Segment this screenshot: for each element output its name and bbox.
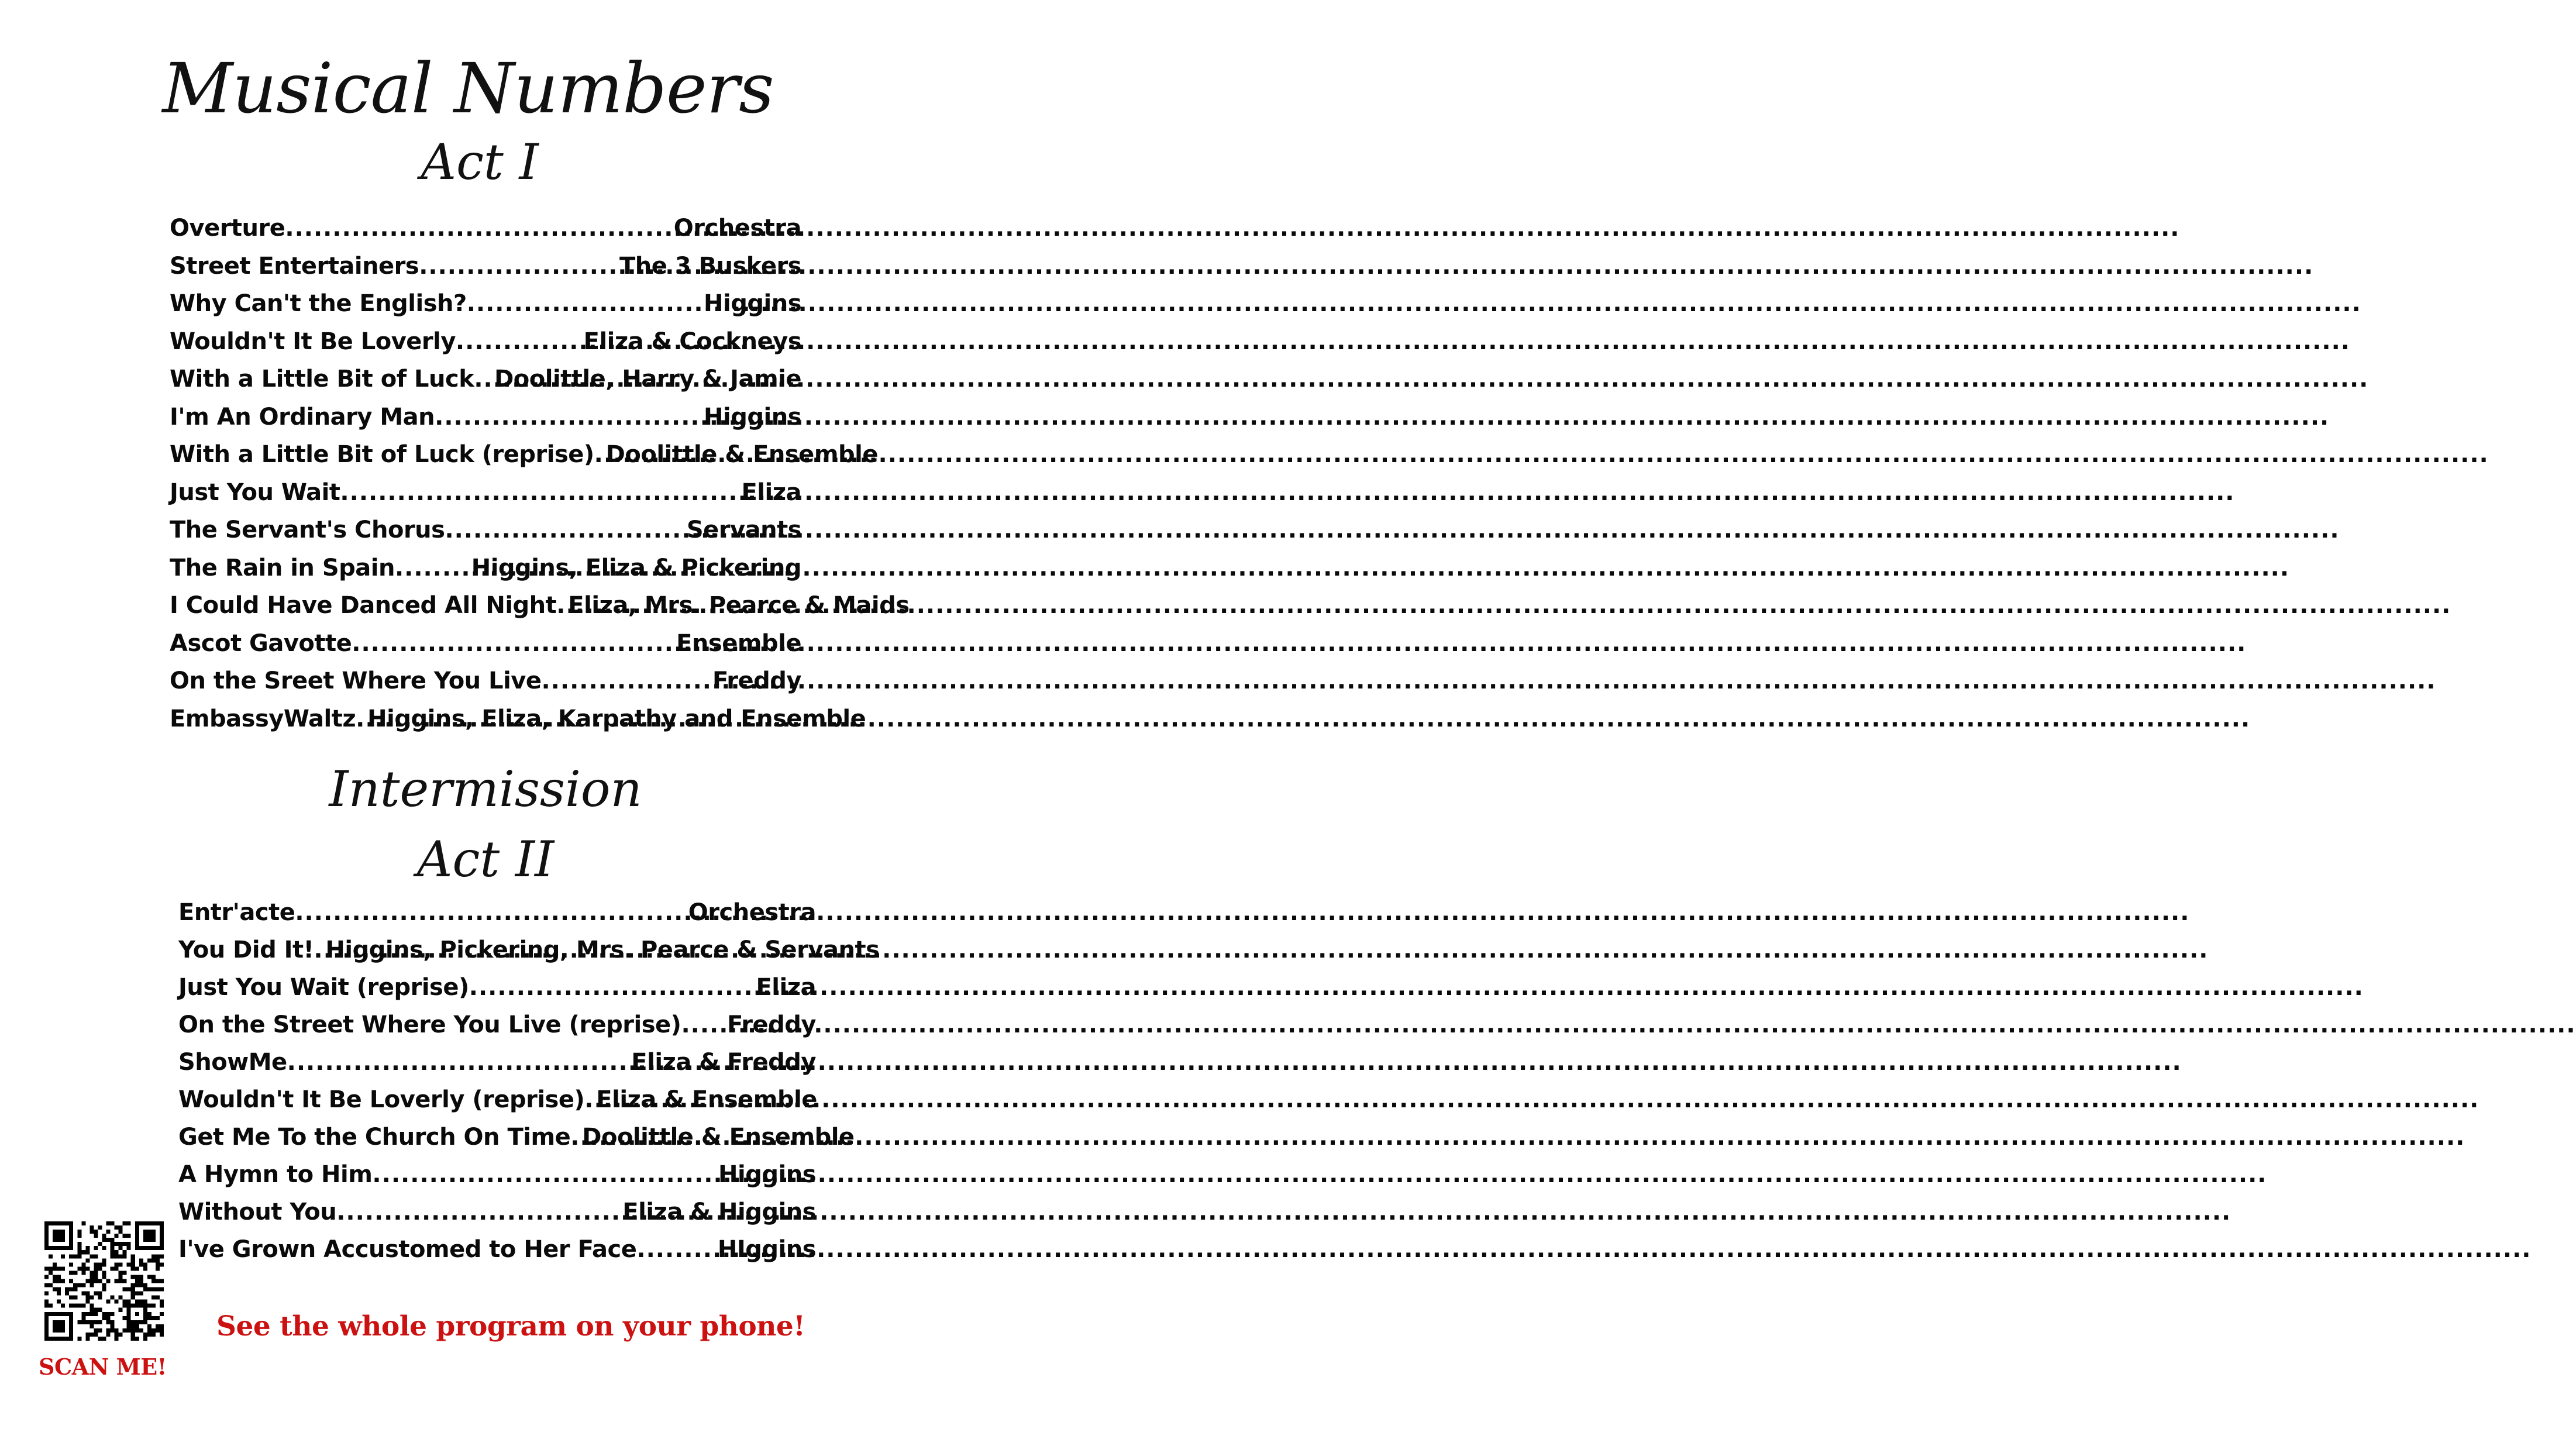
dot-leader: [445, 518, 686, 542]
song-performer: Higgins: [704, 290, 801, 317]
song-row: [170, 518, 801, 556]
song-title: On the Street Where You Live (reprise): [178, 1011, 681, 1038]
song-row: [178, 1124, 855, 1163]
song-performer: Freddy: [712, 667, 801, 694]
phone-program-cta: See the whole program on your phone!: [216, 1310, 805, 1342]
song-performer: Higgins: [704, 403, 801, 431]
song-title: A Hymn to Him: [178, 1161, 373, 1188]
song-performer: Higgins, Eliza & Pickering: [471, 554, 801, 581]
song-title: You Did It!: [178, 937, 314, 963]
song-title: Just You Wait: [170, 478, 340, 506]
qr-code-icon[interactable]: [44, 1221, 164, 1341]
song-title: Without You: [178, 1199, 337, 1225]
dot-leader: [541, 669, 712, 693]
act2-heading: Act II: [416, 831, 555, 888]
song-performer: Eliza & Cockneys: [583, 328, 801, 355]
song-row: [170, 405, 801, 443]
song-row: [170, 556, 801, 594]
dot-leader: [352, 632, 676, 655]
song-title: Ascot Gavotte: [170, 629, 352, 657]
dot-leader: [435, 405, 704, 429]
dot-leader: [584, 1088, 596, 1111]
song-title: With a Little Bit of Luck (reprise): [170, 441, 594, 468]
song-performer: Doolittle & Ensemble: [605, 441, 878, 468]
dot-leader: [570, 1125, 582, 1149]
song-title: I Could Have Danced All Night: [170, 592, 557, 619]
song-row: [170, 669, 801, 707]
dot-leader: [636, 1238, 717, 1261]
song-title: The Rain in Spain: [170, 554, 395, 581]
song-performer: Eliza & Freddy: [631, 1049, 816, 1076]
song-row: [178, 937, 880, 976]
song-row: [178, 976, 816, 1013]
song-performer: Higgins, Pickering, Mrs. Pearce & Servants: [325, 937, 880, 963]
song-row: [170, 629, 801, 670]
song-row: [170, 292, 801, 330]
song-row: [178, 1051, 816, 1088]
song-title: I've Grown Accustomed to Her Face: [178, 1236, 637, 1263]
song-title: With a Little Bit of Luck: [170, 366, 474, 393]
song-title: Wouldn't It Be Loverly: [170, 328, 456, 355]
dot-leader: [395, 556, 471, 580]
song-title: On the Sreet Where You Live: [170, 667, 542, 694]
song-row: [178, 1163, 816, 1200]
song-performer: Ensemble: [676, 629, 801, 657]
act1-heading: Act I: [421, 133, 539, 191]
song-row: [178, 901, 816, 938]
dot-leader: [594, 443, 606, 466]
act2-song-list: [178, 899, 880, 1275]
song-performer: Higgins: [718, 1161, 816, 1188]
dot-leader: [356, 707, 367, 731]
intermission-heading: Intermission: [329, 760, 642, 818]
dot-leader: [469, 976, 756, 999]
dot-leader: [681, 1013, 727, 1037]
song-title: ShowMe: [178, 1049, 287, 1076]
song-row: [170, 705, 866, 745]
song-performer: Doolittle & Ensemble: [582, 1124, 855, 1151]
song-row: [170, 592, 910, 632]
song-row: [170, 367, 801, 405]
dot-leader: [419, 254, 619, 278]
song-title: I'm An Ordinary Man: [170, 403, 435, 431]
song-performer: Eliza: [756, 974, 816, 1001]
song-title: Wouldn't It Be Loverly (reprise): [178, 1086, 585, 1113]
song-performer: Freddy: [727, 1011, 816, 1038]
song-title: EmbassyWaltz: [170, 705, 356, 732]
act1-song-list: [170, 215, 910, 745]
song-performer: Higgins, Eliza, Karpathy and Ensemble: [367, 705, 866, 732]
song-row: [170, 478, 801, 519]
song-performer: Servants: [686, 517, 801, 543]
song-performer: Eliza, Mrs. Pearce & Maids: [568, 592, 910, 619]
song-performer: Eliza & Ensemble: [596, 1086, 817, 1113]
song-row: [178, 1088, 816, 1125]
song-performer: The 3 Buskers: [619, 252, 801, 280]
song-row: [170, 254, 801, 292]
dot-leader: [372, 1163, 718, 1186]
song-row: [170, 216, 801, 254]
dot-leader: [467, 292, 704, 315]
dot-leader: [285, 216, 673, 240]
scan-me-label: SCAN ME!: [39, 1354, 167, 1380]
song-title: Overture: [170, 215, 285, 242]
dot-leader: [340, 481, 741, 504]
song-performer: HIggins: [717, 1236, 816, 1263]
song-title: Street Entertainers: [170, 252, 419, 280]
dot-leader: [456, 330, 584, 353]
song-performer: Doolittle, Harry & Jamie: [494, 366, 801, 393]
dot-leader: [295, 901, 688, 924]
song-performer: Orchestra: [688, 899, 816, 926]
song-row: [170, 441, 878, 481]
dot-leader: [287, 1051, 632, 1074]
dot-leader: [314, 938, 325, 962]
song-performer: Eliza & Higgins: [622, 1199, 816, 1225]
song-title: Why Can't the English?: [170, 290, 467, 317]
dot-leader: [336, 1200, 622, 1224]
song-title: Entr'acte: [178, 899, 295, 926]
song-performer: Eliza: [741, 478, 801, 506]
dot-leader: [474, 367, 494, 391]
song-title: Just You Wait (reprise): [178, 974, 469, 1001]
song-row: [178, 1200, 816, 1238]
song-row: [170, 330, 801, 368]
dot-leader: [556, 594, 568, 617]
song-performer: Orchestra: [673, 215, 801, 242]
song-row: [178, 1238, 816, 1275]
song-title: Get Me To the Church On Time: [178, 1124, 571, 1151]
page-title: Musical Numbers: [162, 48, 774, 129]
song-title: The Servant's Chorus: [170, 517, 445, 543]
song-row: [178, 1013, 816, 1051]
